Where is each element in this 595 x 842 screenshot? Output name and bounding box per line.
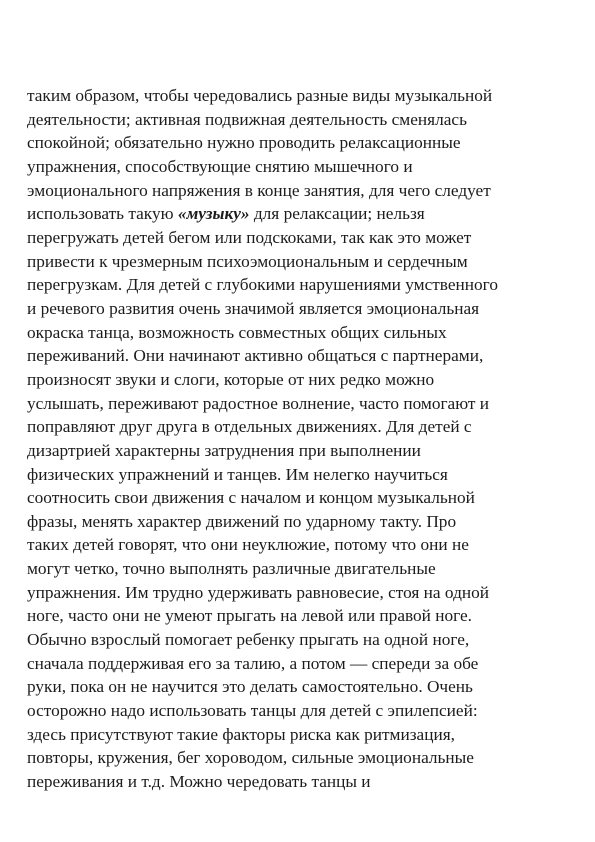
- text-line: здесь присутствуют такие факторы риска как ритмизация,: [27, 724, 455, 744]
- text-line: физических упражнений и танцев. Им нелегко научиться: [27, 464, 448, 484]
- text-line: осторожно надо использовать танцы для детей с эпилепсией:: [27, 701, 478, 721]
- text-line: дизартрией характерны затруднения при выполнении: [27, 440, 421, 460]
- text-line: могут четко, точно выполнять различные двигательные: [27, 559, 436, 579]
- text-line: перегрузкам. Для детей с глубокими нарушениями умственного: [27, 275, 498, 295]
- text-line: ноге, часто они не умеют прыгать на левой или правой ноге.: [27, 606, 472, 626]
- document-page: [27, 84, 572, 794]
- text-line: переживания и т.д. Можно чередовать танцы и: [27, 772, 371, 792]
- text-line: соотносить свои движения с началом и концом музыкальной: [27, 488, 475, 508]
- text-line: фразы, менять характер движений по ударному такту. Про: [27, 511, 457, 531]
- text-line-with-emphasis: [27, 202, 572, 226]
- text-line: сначала поддерживая его за талию, а потом — спереди за обе: [27, 653, 479, 673]
- text-line: переживаний. Они начинают активно общаться с партнерами,: [27, 346, 484, 366]
- emphasized-word: «музыку»: [177, 204, 250, 224]
- text-line: эмоционального напряжения в конце занятия, для чего следует: [27, 180, 491, 200]
- text-line: деятельности; активная подвижная деятельность сменялась: [27, 109, 467, 129]
- text-segment: использовать такую: [27, 204, 178, 224]
- text-line: привести к чрезмерным психоэмоциональным и сердечным: [27, 251, 468, 271]
- text-line: руки, пока он не научится это делать самостоятельно. Очень: [27, 677, 473, 697]
- text-line: и речевого развития очень значимой является эмоциональная: [27, 298, 480, 318]
- text-line: упражнения. Им трудно удерживать равновесие, стоя на одной: [27, 582, 489, 602]
- text-line: перегружать детей бегом или подскоками, так как это может: [27, 227, 472, 247]
- text-line: упражнения, способствующие снятию мышечного и: [27, 156, 413, 176]
- text-line: повторы, кружения, бег хороводом, сильные эмоциональные: [27, 748, 474, 768]
- text-line: произносят звуки и слоги, которые от них редко можно: [27, 369, 435, 389]
- text-line: Обычно взрослый помогает ребенку прыгать на одной ноге,: [27, 630, 470, 650]
- text-line: спокойной; обязательно нужно проводить релаксационные: [27, 133, 461, 153]
- text-segment: для релаксации; нельзя: [249, 204, 425, 224]
- text-line: окраска танца, возможность совместных общих сильных: [27, 322, 447, 342]
- text-line: услышать, переживают радостное волнение, часто помогают и: [27, 393, 490, 413]
- text-line: таким образом, чтобы чередовались разные виды музыкальной: [27, 86, 493, 105]
- text-line: таких детей говорят, что они неуклюжие, потому что они не: [27, 535, 469, 555]
- text-line: поправляют друг друга в отдельных движениях. Для детей с: [27, 417, 472, 437]
